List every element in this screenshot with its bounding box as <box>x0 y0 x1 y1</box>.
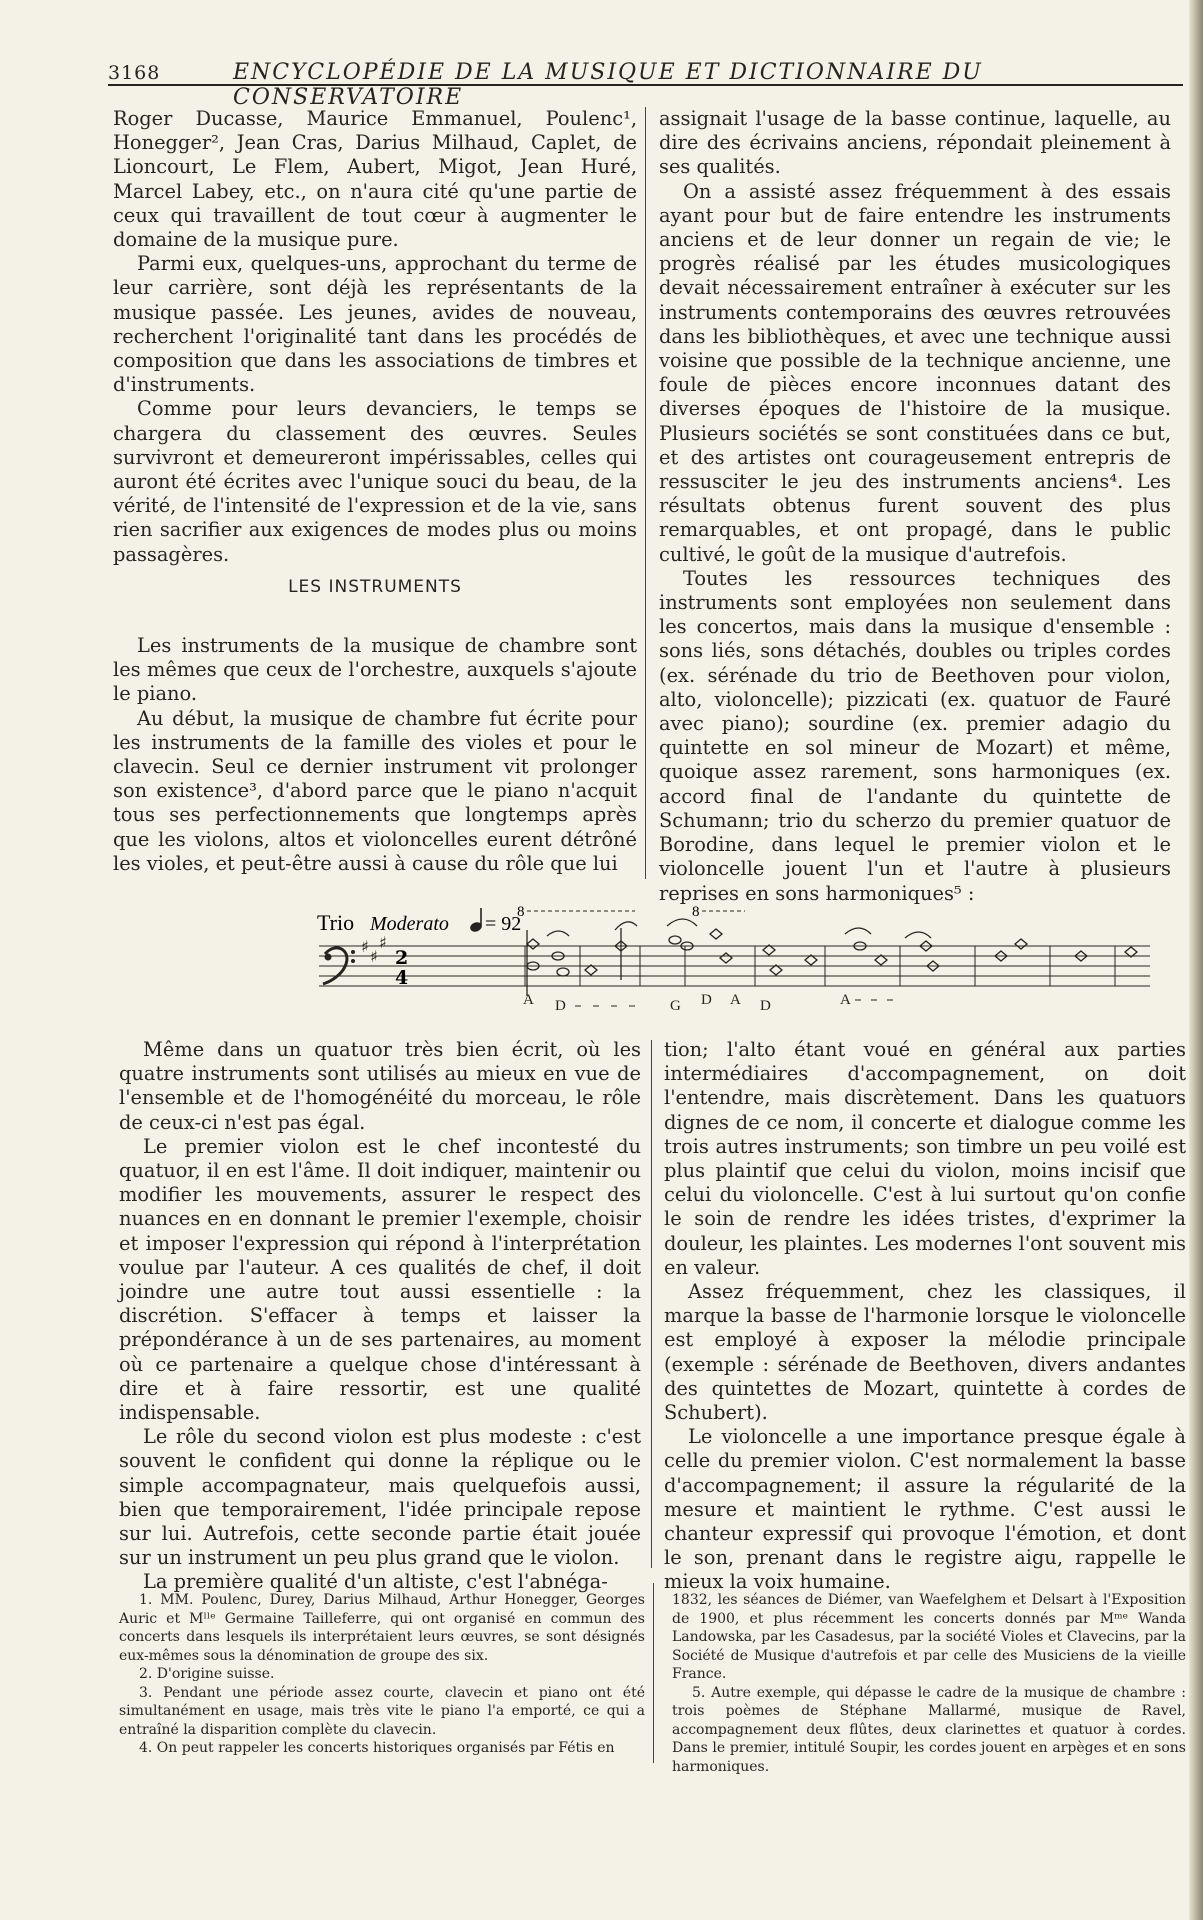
paragraph: Le violoncelle a une importance presque égale à celle du premier violon. C'est normalement la basse d'accompagnement; il assure la régularité de la mesure et maintient le rythme. C'est aussi le chanteur expressif qui provoque l'émotion, et dont le son, prenant dans le registre aigu, rappelle le mieux la voix humaine. <box>664 1425 1186 1594</box>
music-tempo: Moderato <box>370 913 449 935</box>
staff <box>319 946 1150 986</box>
time-signature-top: 2 <box>395 947 409 969</box>
paragraph: Roger Ducasse, Maurice Emmanuel, Poulenc¹, Honegger², Jean Cras, Darius Milhaud, Caplet, de Lioncourt, Le Flem, Aubert, Migot, Jean Huré, Marcel Labey, etc., on n'aura cité qu'une partie de ceux qui travaillent de tout cœur à augmenter le domaine de la musique pure. <box>113 107 637 252</box>
footnote: 1832, les séances de Diémer, van Waefelghem et Delsart à l'Exposition de 1900, et plus récemment les concerts donnés par Mᵐᵉ Wanda Landowska, par les Casadesus, par la société Violes et Clavecins, par la Société de Musique d'autrefois et par celle des Musiciens de la vieille France. <box>672 1592 1186 1682</box>
svg-text:♯: ♯ <box>361 937 369 956</box>
column-bottom-left <box>119 1038 641 1595</box>
music-example <box>315 900 1195 1020</box>
paragraph: La première qualité d'un altiste, c'est l'abnéga- <box>143 1570 608 1594</box>
paragraph: tion; l'alto étant voué en général aux parties intermédiaires d'accompagnement, on doit l'entendre, mais discrètement. Dans les quatuors dignes de ce nom, il concerte et dialogue comme les trois autres instruments; son timbre un peu voilé est plus plaintif que celui du violon, moins incisif que celui du violoncelle. C'est à lui surtout qu'on confie le soin de rendre les idées tristes, d'exprimer la douleur, les plaintes. Les modernes l'ont souvent mis en valeur. <box>664 1038 1186 1279</box>
music-label: Trio <box>317 910 355 935</box>
string-name: A <box>523 992 534 1008</box>
footnote: 3. Pendant une période assez courte, clavecin et piano ont été simultanément en usage, mais très vite le piano l'a emporté, ce qui a entraîné la disparition complète du clavecin. <box>119 1684 645 1738</box>
string-name: D <box>760 998 771 1014</box>
ottava-marking: 8 <box>692 904 700 920</box>
paragraph: Même dans un quatuor très bien écrit, où les quatre instruments sont utilisés au mieux en vue de l'ensemble et de l'homogénéité du morceau, le rôle de ceux-ci n'est pas égal. <box>119 1038 641 1134</box>
string-name: A <box>730 992 741 1008</box>
paragraph: assignait l'usage de la basse continue, laquelle, au dire des écrivains anciens, répondait pleinement à ses qualités. <box>659 107 1171 179</box>
footnotes-left <box>119 1591 645 1758</box>
paragraph: Toutes les ressources techniques des instruments sont employées non seulement dans les concertos, mais dans la musique d'ensemble : sons liés, sons détachés, doubles ou triples cordes (ex. sérénade du trio de Beethoven pour violon, alto, violoncelle); pizzicati (ex. quatuor de Fauré avec piano); sourdine (ex. premier adagio du quintette en sol mineur de Mozart) et même, quoique assez rarement, sons harmoniques (ex. accord final de l'andante du quintette de Schumann; trio du scherzo du premier quatuor de Borodine, dans lequel le premier violon et le violoncelle jouent l'un et l'autre à plusieurs reprises en sons harmoniques⁵ : <box>659 566 1171 905</box>
running-head: ENCYCLOPÉDIE DE LA MUSIQUE ET DICTIONNAIRE DU CONSERVATOIRE <box>233 60 983 110</box>
harmonic-notes <box>527 919 1137 996</box>
section-title: LES INSTRUMENTS <box>288 577 462 597</box>
column-top-left <box>113 107 637 567</box>
key-signature-sharps-icon <box>361 933 387 966</box>
footnote-divider <box>653 1583 654 1763</box>
string-names <box>523 992 851 1014</box>
paragraph: Le rôle du second violon est plus modeste : c'est souvent le confident qui donne la réplique ou le simple accompagnateur, mais quelquefois aussi, bien que temporairement, l'idée principale repose sur lui. Autrefois, cette seconde partie était jouée sur un instrument un peu plus grand que le violon. <box>119 1425 641 1570</box>
paragraph: Assez fréquemment, chez les classiques, il marque la basse de l'harmonie lorsque le violoncelle est employé à exposer la mélodie principale (exemple : sérénade de Beethoven, divers andantes des quintettes de Mozart, quintette à cordes de Schubert). <box>664 1280 1186 1425</box>
page-header <box>108 56 1183 110</box>
footnote: 1. MM. Poulenc, Durey, Darius Milhaud, Arthur Honegger, Georges Auric et Mˡˡᵉ Germaine Tailleferre, qui ont organisé en commun des concerts dans lesquels ils interprétaient leurs œuvres, se sont désignés eux-mêmes sous la dénomination de groupe des six. <box>119 1592 645 1664</box>
column-left-instruments <box>113 634 637 876</box>
paragraph: On a assisté assez fréquemment à des essais ayant pour but de faire entendre les instruments anciens et de leur donner un regain de vie; le progrès réalisé par les études musicologiques devait nécessairement entraîner à exécuter sur les instruments contemporains des œuvres retrouvées dans les bibliothèques, et avec une technique aussi voisine que possible de la technique ancienne, une foule de pièces encore inconnues datant des diverses époques de l'histoire de la musique. Plusieurs sociétés se sont constituées dans ce but, et des artistes ont courageusement entrepris de ressusciter le jeu des instruments anciens⁴. Les résultats obtenus furent souvent des plus remarquables, et ont propagé, dans le public cultivé, le goût de la musique d'autrefois. <box>659 179 1171 566</box>
header-rule <box>108 84 1183 86</box>
ottava-marking: 8 <box>517 904 525 920</box>
footnote: 2. D'origine suisse. <box>139 1666 275 1682</box>
footnote: 5. Autre exemple, qui dépasse le cadre de la musique de chambre : trois poèmes de Stéphane Mallarmé, musique de Ravel, accompagnement deux flûtes, deux clarinettes et quatuor à cordes. Dans le premier, intitulé Soupir, les cordes jouent en arpèges et en sons harmoniques. <box>672 1684 1186 1775</box>
footnote: 4. On peut rappeler les concerts historiques organisés par Fétis en <box>139 1740 615 1756</box>
column-divider <box>651 1040 652 1568</box>
paragraph: Les instruments de la musique de chambre sont les mêmes que ceux de l'orchestre, auxquels s'ajoute le piano. <box>113 634 637 706</box>
paragraph: Comme pour leurs devanciers, le temps se chargera du classement des œuvres. Seules survivront et demeureront impérissables, celles qui auront été écrites avec l'unique souci du beau, de la vérité, de l'intensité de l'expression et de la vie, sans rien sacrifier aux exigences de modes plus ou moins passagères. <box>113 397 637 566</box>
string-name: D <box>701 992 712 1008</box>
time-signature-bottom: 4 <box>395 967 409 989</box>
column-divider <box>645 107 646 879</box>
paragraph: Le premier violon est le chef incontesté du quatuor, il en est l'âme. Il doit indiquer, maintenir ou modifier les mouvements, assurer le respect des nuances en en donnant le premier l'exemple, choisir et imposer l'expression qui répond à l'interprétation voulue par l'auteur. A ces qualités de chef, il doit joindre une autre tout aussi essentielle : la discrétion. S'effacer à temps et laisser la prépondérance à un de ses partenaires, au moment où ce partenaire a quelque chose d'intéressant à dire et à faire ressortir, est une qualité indispensable. <box>119 1134 641 1425</box>
metronome-note-icon <box>469 908 483 933</box>
string-name: D <box>555 998 566 1014</box>
column-bottom-right <box>664 1038 1186 1595</box>
page-edge-shadow <box>1189 0 1203 1920</box>
string-name: A <box>840 992 851 1008</box>
footnotes-right <box>672 1591 1186 1776</box>
svg-text:♯: ♯ <box>379 933 387 952</box>
column-top-right <box>659 107 1171 906</box>
paragraph: Parmi eux, quelques-uns, approchant du terme de leur carrière, sont déjà les représentants de la musique passée. Les jeunes, avides de nouveau, recherchent l'originalité tant dans les procédés de composition que dans les associations de timbres et d'instruments. <box>113 252 637 397</box>
svg-text:♯: ♯ <box>370 947 378 966</box>
music-metronome: = 92 <box>485 913 522 935</box>
string-name: G <box>670 998 681 1014</box>
page-number: 3168 <box>108 62 161 84</box>
paragraph: Au début, la musique de chambre fut écrite pour les instruments de la famille des violes et pour le clavecin. Seul ce dernier instrument vit prolonger son existence³, d'abord parce que le piano n'acquit tous ses perfectionnements que longtemps après que les violons, altos et violoncelles eurent détrôné les violes, et peut-être aussi à cause du rôle que lui <box>113 706 637 875</box>
